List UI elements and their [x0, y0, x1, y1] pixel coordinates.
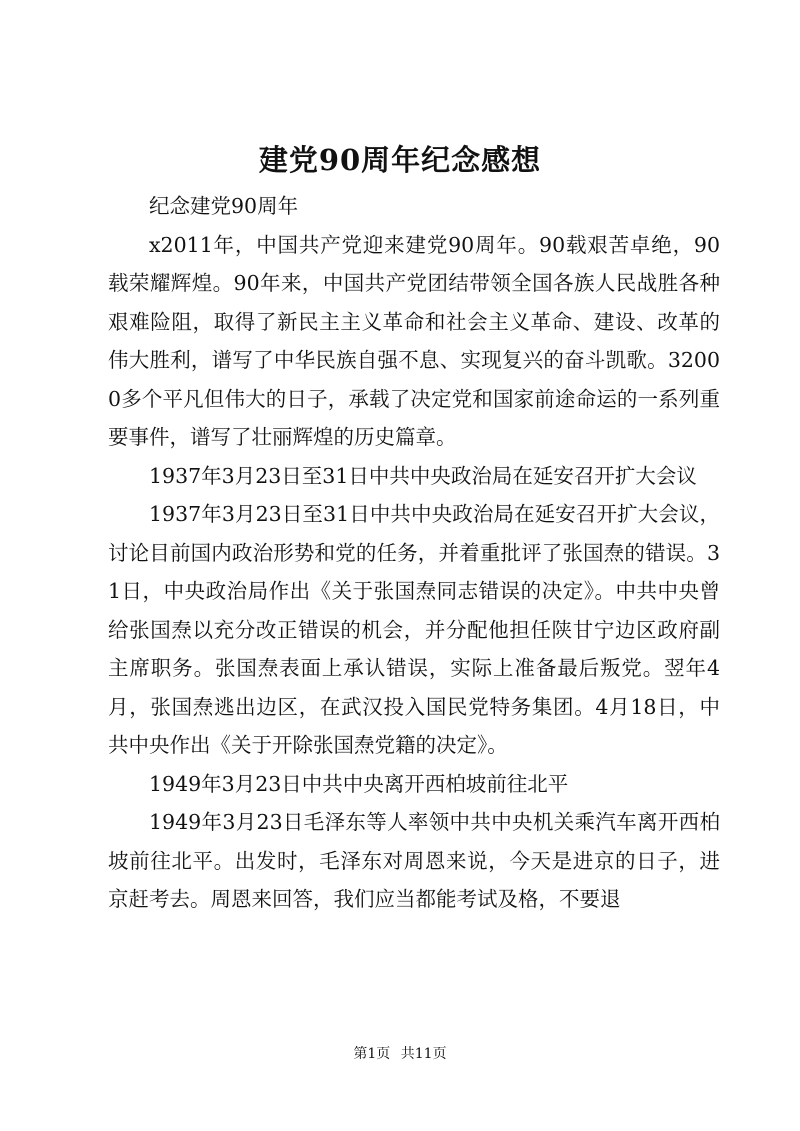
- paragraph: 纪念建党90周年: [149, 194, 299, 218]
- paragraph: 1937年3月23日至31日中共中央政治局在延安召开扩大会议，讨论目前国内政治形势和党的任务，并着重批评了张国焘的错误。31日，中央政治局作出《关于张国焘同志错误的决定》。中共中央曾给张国焘以充分改正错误的机会，并分配他担任陕甘宁边区政府副主席职务。张国焘表面上承认错误，实际上准备最后叛党。翌年4月，张国焘逃出边区，在武汉投入国民党特务集团。4月18日，中共中央作出《关于开除张国焘党籍的决定》。: [108, 502, 720, 757]
- document-body: [108, 187, 720, 919]
- page-footer: [0, 1044, 800, 1064]
- page-number-total: 共11页: [400, 1046, 447, 1062]
- paragraph: x2011年，中国共产党迎来建党90周年。90载艰苦卓绝，90载荣耀辉煌。90年来，中国共产党团结带领全国各族人民战胜各种艰难险阻，取得了新民主主义革命和社会主义革命、建设、改革的伟大胜利，谱写了中华民族自强不息、实现复兴的奋斗凯歌。32000多个平凡但伟大的日子，承载了决定党和国家前途命运的一系列重要事件，谱写了壮丽辉煌的历史篇章。: [108, 232, 720, 449]
- paragraph: 1937年3月23日至31日中共中央政治局在延安召开扩大会议: [149, 463, 697, 488]
- paragraph: 1949年3月23日毛泽东等人率领中共中央机关乘汽车离开西柏坡前往北平。出发时，毛泽东对周恩来说，今天是进京的日子，进京赶考去。周恩来回答，我们应当都能考试及格，不要退: [108, 810, 720, 911]
- page-title: 建党90周年纪念感想: [258, 143, 542, 177]
- paragraph: 1949年3月23日中共中央离开西柏坡前往北平: [149, 771, 569, 796]
- page-number-current: 第1页: [353, 1046, 391, 1062]
